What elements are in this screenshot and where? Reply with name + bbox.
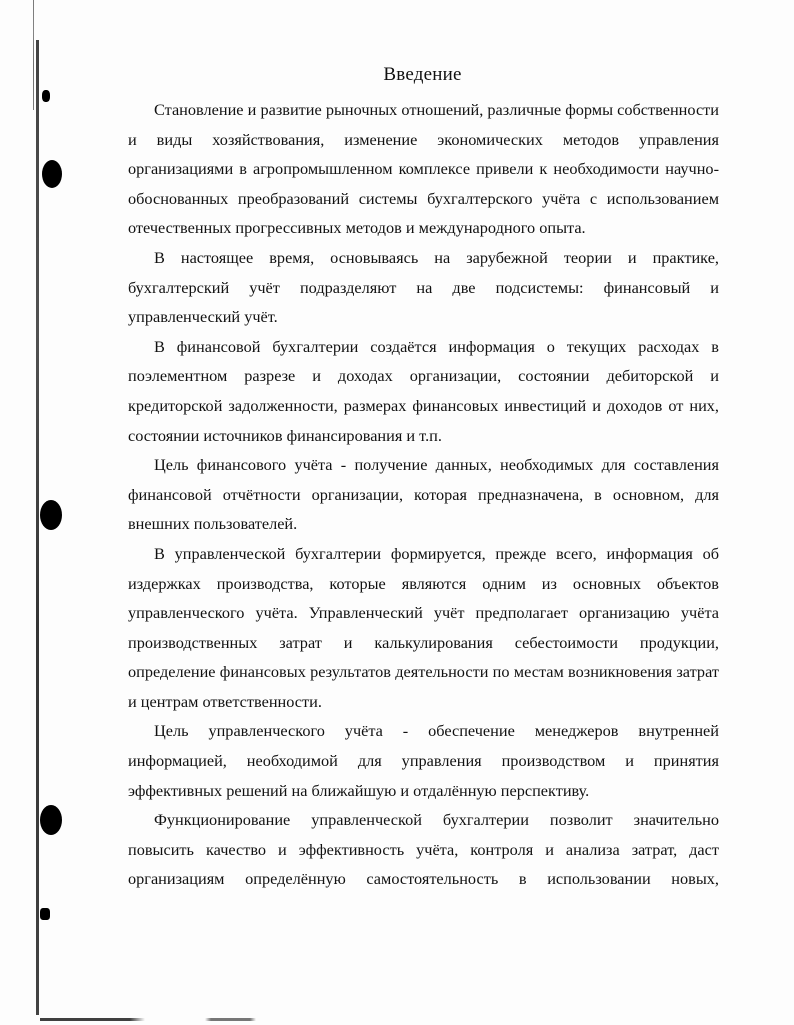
paragraph: В финансовой бухгалтерии создаётся информация о текущих расходах в поэлементном разрезе и доходах организации, состоянии дебиторской и кредиторской задолженности, размерах финансовых инвестиций и доходов от них, состоянии источников финансирования и т.п. — [128, 336, 719, 445]
paragraph: Цель финансового учёта - получение данных, необходимых для составления финансовой отчётности организации, которая предназначена, в основном, для внешних пользователей. — [128, 455, 719, 534]
scan-edge-line-top — [33, 0, 34, 110]
binding-hole-mark — [42, 160, 62, 188]
paragraph: Становление и развитие рыночных отношений, различные формы собственности и виды хозяйствования, изменение экономических методов управления организациями в агропромышленном комплексе привели к необходимости научно-обоснованных преобразований системы бухгалтерского учёта с использованием отечественных прогрессивных методов и международного опыта. — [128, 100, 719, 238]
paragraph: Цель управленческого учёта - обеспечение менеджеров внутренней информацией, необходимой для управления производством и принятия эффективных решений на ближайшую и отдалённую перспективу. — [128, 721, 719, 800]
scan-edge-line — [36, 40, 39, 1015]
paragraph: В управленческой бухгалтерии формируется, прежде всего, информация об издержках производства, которые являются одним из основных объектов управленческого учёта. Управленческий учёт предполагает организацию учёта производственных затрат и калькулирования себестоимости продукции, определение финансовых результатов деятельности по местам возникновения затрат и центрам ответственности. — [128, 543, 719, 711]
paragraph: В настоящее время, основываясь на зарубежной теории и практике, бухгалтерский учёт подразделяют на две подсистемы: финансовый и управленческий учёт. — [128, 247, 719, 327]
binding-hole-mark — [40, 805, 62, 835]
body-text — [128, 95, 719, 894]
binding-hole-mark — [40, 908, 50, 920]
binding-hole-mark — [42, 90, 50, 102]
scan-bottom-smudge — [40, 1018, 340, 1021]
page-title: Введение — [383, 64, 462, 85]
paragraph: Функционирование управленческой бухгалтерии позволит значительно повысить качество и эффективность учёта, контроля и анализа затрат, даст организациям определённую самостоятельность в использовании новых, — [128, 810, 719, 889]
binding-hole-mark — [40, 500, 62, 530]
